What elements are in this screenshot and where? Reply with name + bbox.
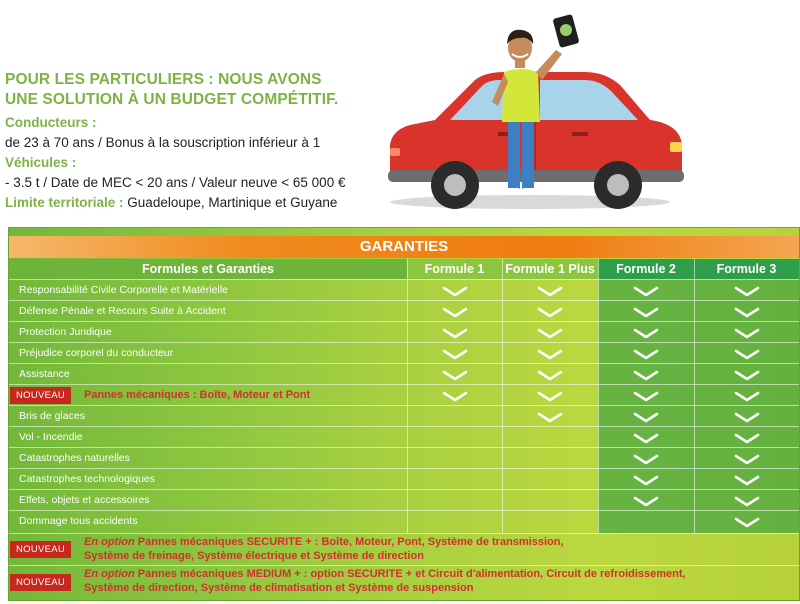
- check-icon: [598, 280, 694, 301]
- row-label: Catastrophes technologiques: [19, 473, 156, 485]
- table-row: [9, 489, 799, 511]
- check-icon: [694, 469, 799, 490]
- headline-line1: POUR LES PARTICULIERS : NOUS AVONS: [5, 71, 322, 88]
- option-prefix: En option: [84, 568, 135, 580]
- check-icon: [502, 385, 598, 406]
- row-label: Préjudice corporel du conducteur: [19, 347, 174, 359]
- option-prefix: En option: [84, 536, 135, 548]
- check-icon: [407, 385, 502, 406]
- row-label: Catastrophes naturelles: [19, 452, 130, 464]
- table-row: [9, 468, 799, 490]
- option-row-medium: [9, 565, 799, 600]
- row-label: Responsabilité Civile Corporelle et Matérielle: [19, 284, 228, 296]
- row-label: Assistance: [19, 368, 70, 380]
- check-icon: [598, 490, 694, 511]
- table-row: [9, 510, 799, 532]
- option-line1: Pannes mécaniques SECURITE + : Boîte, Moteur, Pont, Système de transmission,: [134, 536, 564, 548]
- check-icon: [694, 427, 799, 448]
- garanties-table: [8, 227, 800, 601]
- table-row: [9, 426, 799, 448]
- check-icon: [598, 385, 694, 406]
- nouveau-badge: NOUVEAU: [10, 574, 71, 591]
- row-label: Défense Pénale et Recours Suite à Accident: [19, 305, 226, 317]
- check-icon: [407, 322, 502, 343]
- vehicules-value: - 3.5 t / Date de MEC < 20 ans / Valeur neuve < 65 000 €: [5, 175, 346, 190]
- header-formules-garanties: Formules et Garanties: [9, 259, 407, 279]
- check-icon: [502, 364, 598, 385]
- table-title: GARANTIES: [9, 236, 799, 258]
- option-line1: Pannes mécaniques MEDIUM + : option SECURITE + et Circuit d'alimentation, Circuit de refroidissement,: [134, 568, 686, 580]
- row-label: Bris de glaces: [19, 410, 85, 422]
- header-formule-1-plus: Formule 1 Plus: [502, 259, 598, 279]
- check-icon: [598, 343, 694, 364]
- option-text: [84, 536, 564, 563]
- check-icon: [694, 385, 799, 406]
- check-icon: [694, 280, 799, 301]
- option-text: [84, 568, 686, 595]
- check-icon: [694, 448, 799, 469]
- car-illustration: [380, 10, 690, 220]
- check-icon: [694, 490, 799, 511]
- row-new-text: Pannes mécaniques : Boîte, Moteur et Pont: [84, 389, 311, 401]
- row-label: Effets, objets et accessoires: [19, 494, 150, 506]
- option-line2: Système de freinage, Système électrique et Système de direction: [84, 549, 424, 562]
- row-label: Dommage tous accidents: [19, 515, 138, 527]
- check-icon: [694, 343, 799, 364]
- check-icon: [694, 301, 799, 322]
- check-icon: [598, 427, 694, 448]
- table-row: [9, 342, 799, 364]
- check-icon: [598, 469, 694, 490]
- table-row: [9, 279, 799, 301]
- conducteurs-value: de 23 à 70 ans / Bonus à la souscription inférieur à 1: [5, 135, 321, 150]
- headline-line2: UNE SOLUTION À UN BUDGET COMPÉTITIF.: [5, 91, 339, 108]
- check-icon: [502, 343, 598, 364]
- header-formule-1: Formule 1: [407, 259, 502, 279]
- check-icon: [694, 406, 799, 427]
- option-row-securite: [9, 533, 799, 566]
- row-label: Vol - Incendie: [19, 431, 83, 443]
- option-line2: Système de direction, Système de climatisation et Système de suspension: [84, 581, 474, 594]
- check-icon: [598, 364, 694, 385]
- vehicules-label: Véhicules :: [5, 155, 77, 170]
- nouveau-badge: NOUVEAU: [10, 387, 71, 404]
- conducteurs-label: Conducteurs :: [5, 115, 97, 130]
- check-icon: [598, 301, 694, 322]
- table-row: [9, 405, 799, 427]
- header-formule-3: Formule 3: [694, 259, 799, 279]
- table-row: [9, 363, 799, 385]
- table-row: [9, 321, 799, 343]
- check-icon: [407, 343, 502, 364]
- check-icon: [694, 364, 799, 385]
- row-label: Protection Juridique: [19, 326, 112, 338]
- limite-label: Limite territoriale :: [5, 195, 124, 210]
- nouveau-badge: NOUVEAU: [10, 541, 71, 558]
- check-icon: [598, 322, 694, 343]
- check-icon: [598, 406, 694, 427]
- phone-icon: [552, 14, 579, 48]
- header-formule-2: Formule 2: [598, 259, 694, 279]
- headline: [5, 70, 338, 110]
- limite-value: Guadeloupe, Martinique et Guyane: [127, 195, 338, 210]
- check-icon: [407, 280, 502, 301]
- check-icon: [598, 448, 694, 469]
- check-icon: [502, 406, 598, 427]
- check-icon: [407, 364, 502, 385]
- check-icon: [502, 322, 598, 343]
- check-icon: [694, 322, 799, 343]
- check-icon: [502, 280, 598, 301]
- check-icon: [502, 301, 598, 322]
- eligibility-info: [5, 113, 345, 213]
- table-row: [9, 384, 799, 406]
- table-row: [9, 447, 799, 469]
- check-icon: [694, 511, 799, 532]
- check-icon: [407, 301, 502, 322]
- table-row: [9, 300, 799, 322]
